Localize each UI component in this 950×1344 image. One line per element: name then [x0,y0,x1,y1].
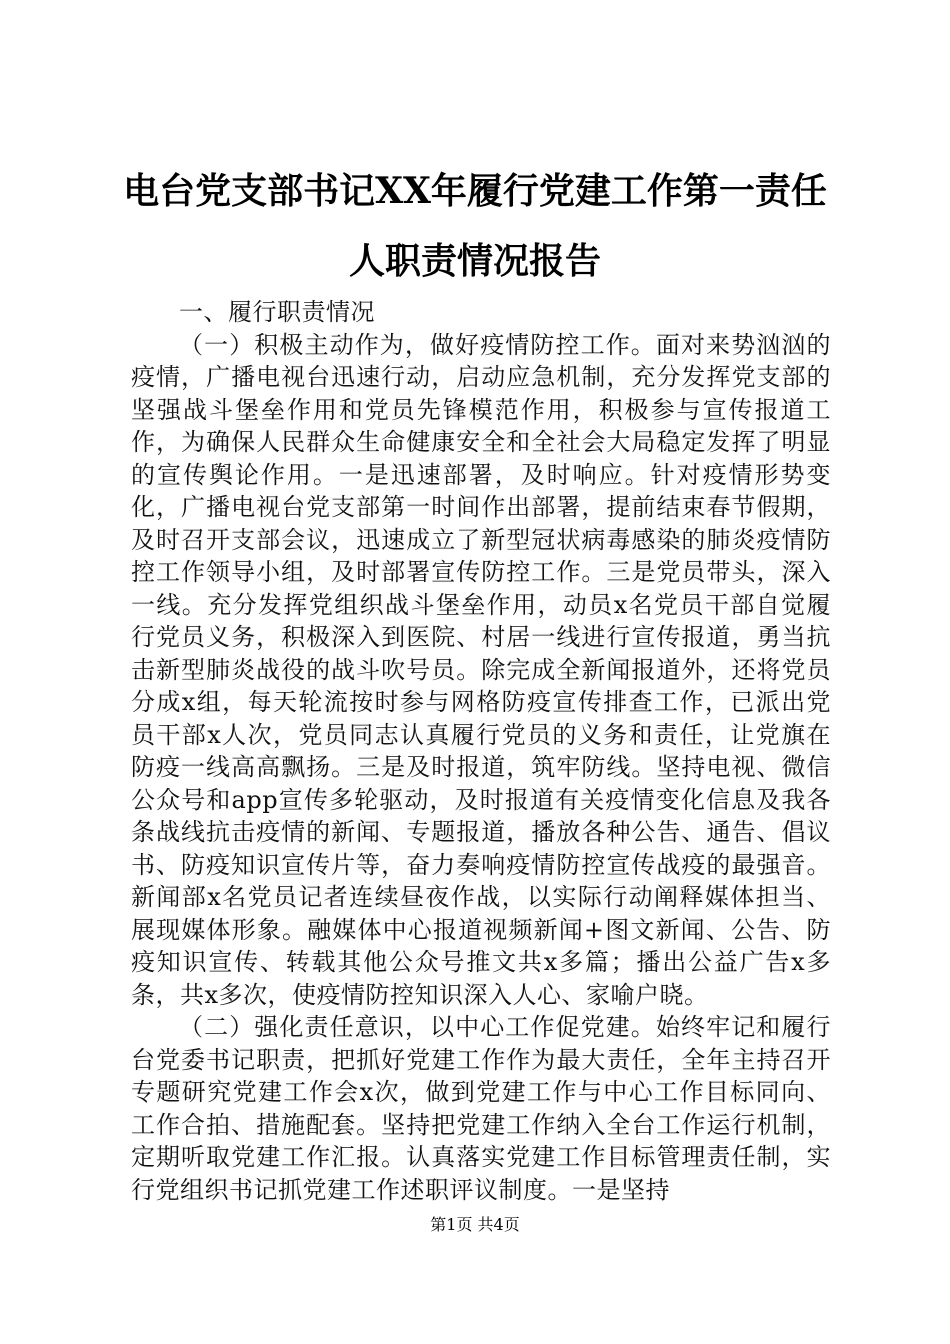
page-footer: 第1页 共4页 [430,1215,520,1234]
document-title: 电台党支部书记XX年履行党建工作第一责任人职责情况报告 [123,170,827,282]
paragraph-1: （一）积极主动作为，做好疫情防控工作。面对来势汹汹的疫情，广播电视台迅速行动，启动应急机制，充分发挥党支部的坚强战斗堡垒作用和党员先锋模范作用，积极参与宣传报道工作，为确保人民群众生命健康安全和全社会大局稳定发挥了明显的宣传舆论作用。一是迅速部署，及时响应。针对疫情形势变化，广播电视台党支部第一时间作出部署，提前结束春节假期，及时召开支部会议，迅速成立了新型冠状病毒感染的肺炎疫情防控工作领导小组，及时部署宣传防控工作。三是党员带头，深入一线。充分发挥党组织战斗堡垒作用，动员x名党员干部自觉履行党员义务，积极深入到医院、村居一线进行宣传报道，勇当抗击新型肺炎战役的战斗吹号员。除完成全新闻报道外，还将党员分成x组，每天轮流按时参与网格防疫宣传排查工作，已派出党员干部x人次，党员同志认真履行党员的义务和责任，让党旗在防疫一线高高飘扬。三是及时报道，筑牢防线。坚持电视、微信公众号和app宣传多轮驱动，及时报道有关疫情变化信息及我各条战线抗击疫情的新闻、专题报道，播放各种公告、通告、倡议书、防疫知识宣传片等，奋力奏响疫情防控宣传战疫的最强音。新闻部x名党员记者连续昼夜作战，以实际行动阐释媒体担当、展现媒体形象。融媒体中心报道视频新闻+图文新闻、公告、防疫知识宣传、转载其他公众号推文共x多篇；播出公益广告x多条，共x多次，使疫情防控知识深入人心、家喻户晓。 [131,330,831,1009]
section-heading: 一、履行职责情况 [179,298,375,326]
paragraph-2: （二）强化责任意识，以中心工作促党建。始终牢记和履行台党委书记职责，把抓好党建工作作为最大责任，全年主持召开专题研究党建工作会x次，做到党建工作与中心工作目标同向、工作合拍、措施配套。坚持把党建工作纳入全台工作运行机制，定期听取党建工作汇报。认真落实党建工作目标管理责任制，实行党组织书记抓党建工作述职评议制度。一是坚持 [131,1013,831,1204]
document-body [131,296,831,1206]
